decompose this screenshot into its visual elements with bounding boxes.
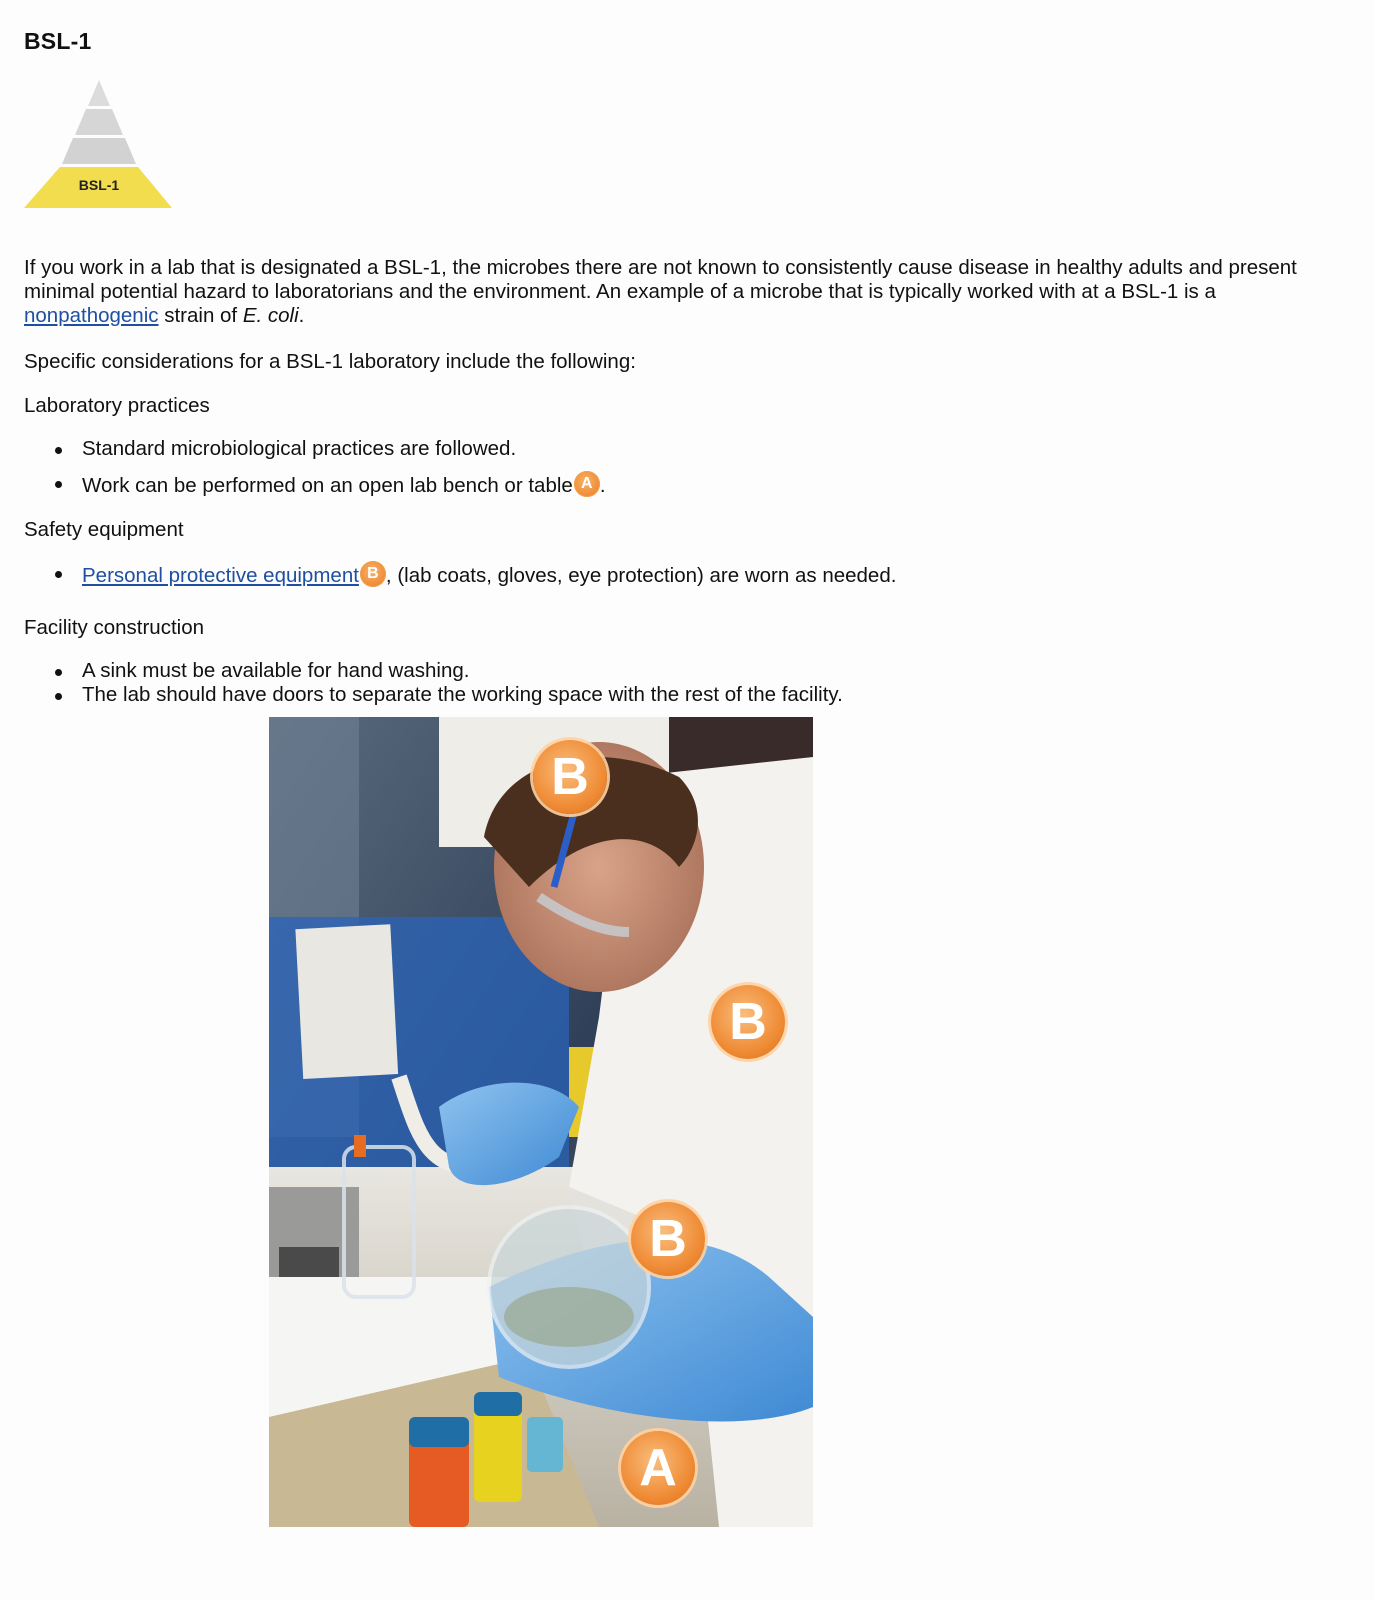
photo-illustration [269,717,813,1527]
badge-b-icon: B [711,985,785,1059]
list-item: Standard microbiological practices are followed. [24,437,606,461]
lab-practices-list [24,437,606,498]
page-title: BSL-1 [24,28,92,54]
bullet-icon [55,481,62,488]
badge-b-icon: B [360,561,386,587]
lab-worker-photo [269,717,813,1527]
badge-b-icon: B [533,740,607,814]
pyramid-level-2 [62,138,136,164]
section-title-safety-equipment: Safety equipment [24,518,184,541]
list-item: The lab should have doors to separate the working space with the rest of the facility. [24,683,843,707]
pyramid-label: BSL-1 [78,177,120,193]
facility-list [24,659,843,707]
nonpathogenic-link[interactable]: nonpathogenic [24,304,159,327]
bullet-icon [55,669,62,676]
badge-b-icon: B [631,1202,705,1276]
section-title-lab-practices: Laboratory practices [24,394,210,417]
ppe-link[interactable]: Personal protective equipment [82,564,359,587]
safety-equipment-list [24,561,896,588]
bullet-icon [55,447,62,454]
intro-paragraph: If you work in a lab that is designated a BSL-1, the microbes there are not known to consistently cause disease in healthy adults and present minimal potential hazard to laboratorians and the environment. An example of a microbe that is typically worked with at a BSL-1 is a nonpathogenic strain of E. coli. [24,256,1297,327]
pyramid-level-3 [75,109,123,135]
organism-name: E. coli [242,304,299,327]
pyramid-level-4 [88,80,110,106]
section-title-facility-construction: Facility construction [24,616,205,639]
bullet-icon [55,693,62,700]
list-item: Work can be performed on an open lab bench or table A . [24,471,606,498]
badge-a-icon: A [621,1431,695,1505]
list-item: A sink must be available for hand washing. [24,659,843,683]
list-item: Personal protective equipment B , (lab coats, gloves, eye protection) are worn as needed. [24,561,896,588]
considerations-intro: Specific considerations for a BSL-1 laboratory include the following: [24,350,636,373]
badge-a-icon: A [574,471,600,497]
bullet-icon [55,571,62,578]
